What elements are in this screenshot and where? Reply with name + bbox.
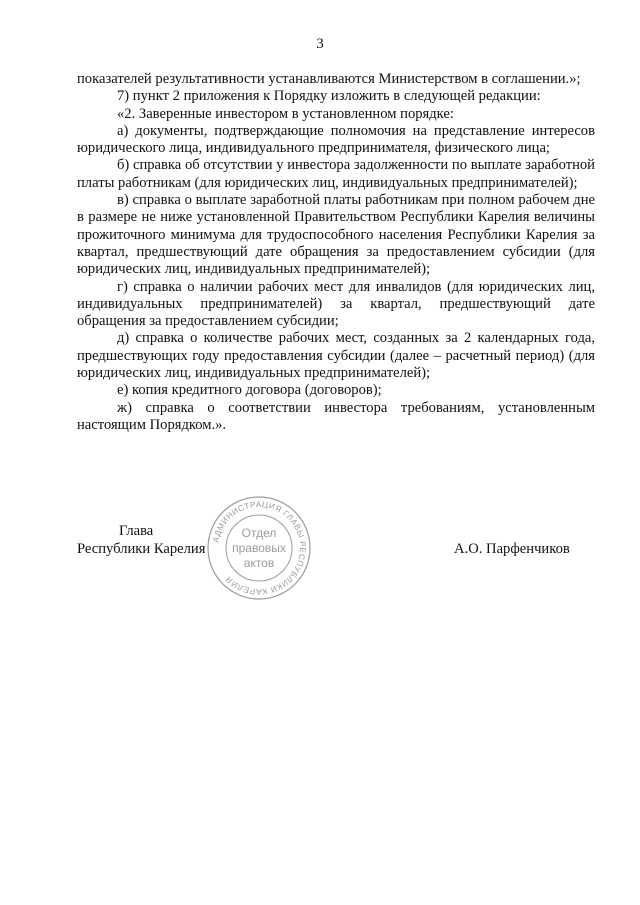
signatory-title-line2: Республики Карелия — [77, 541, 206, 557]
paragraph-item-7: 7) пункт 2 приложения к Порядку изложить в следующей редакции: — [117, 88, 541, 105]
paragraph-clause-2: «2. Заверенные инвестором в установленном порядке: — [117, 105, 454, 122]
page-number: 3 — [316, 36, 324, 52]
paragraph-continuation: показателей результативности устанавливаются Министерством в соглашении.»; — [77, 71, 581, 87]
stamp-center-line3: актов — [243, 556, 275, 570]
stamp-center-line2: правовых — [232, 541, 286, 555]
paragraph-item-e: е) копия кредитного договора (договоров); — [117, 382, 382, 399]
official-stamp — [205, 494, 313, 602]
paragraph-item-b: б) справка об отсутствии у инвестора задолженности по выплате заработной платы работникам (для юридических лиц, индивидуальных предпринимателей); — [77, 157, 595, 191]
paragraph-item-g: г) справка о наличии рабочих мест для инвалидов (для юридических лиц, индивидуальных предпринимателей) за квартал, предшествующий дате обращения за предоставлением субсидии; — [77, 278, 595, 330]
signature-block — [77, 523, 595, 583]
paragraph-item-a: а) документы, подтверждающие полномочия на представление интересов юридического лица, индивидуального предпринимателя, физического лица; — [77, 122, 595, 157]
signatory-title-line1: Глава — [119, 523, 154, 539]
document-body — [77, 71, 595, 434]
paragraph-item-zh: ж) справка о соответствии инвестора требованиям, установленным настоящим Порядком.». — [77, 399, 595, 433]
stamp-center-line1: Отдел — [241, 526, 277, 540]
signatory-name: А.О. Парфенчиков — [454, 541, 570, 557]
paragraph-item-d: д) справка о количестве рабочих мест, созданных за 2 календарных года, предшествующих году предоставления субсидии (далее – расчетный период) (для юридических лиц, индивидуальных предпринимателей); — [77, 330, 595, 382]
stamp-ring-textpath: АДМИНИСТРАЦИЯ ГЛАВЫ РЕСПУБЛИКИ КАРЕЛИЯ — [211, 499, 308, 597]
paragraph-item-v: в) справка о выплате заработной платы работникам при полном рабочем дне в размере не ниже установленной Правительством Республики Карелия величины прожиточного минимума для трудоспособного населения Республики Карелия за квартал, предшествующий дате обращения за предоставлением субсидии (для юридических лиц, индивидуальных предпринимателей); — [77, 192, 595, 278]
